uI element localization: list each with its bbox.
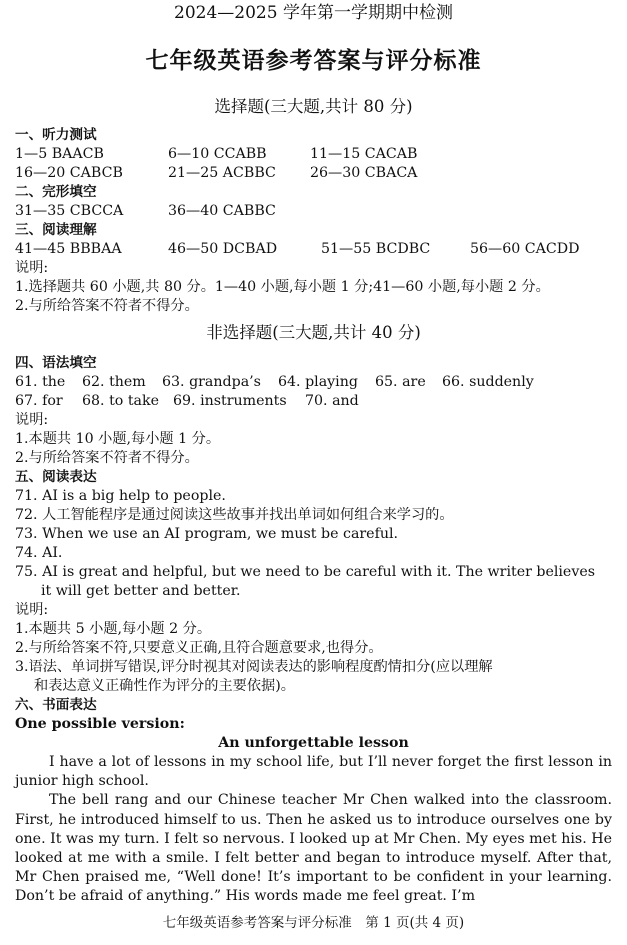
note-label: 说明: bbox=[15, 412, 49, 428]
answer-74: 74. AI. bbox=[15, 545, 63, 561]
essay-body bbox=[15, 753, 612, 907]
answer-21-25: 21—25 ACBBC bbox=[168, 165, 276, 181]
answer-70: 70. and bbox=[305, 393, 359, 409]
section-grammar-title: 四、语法填空 bbox=[15, 355, 97, 371]
section-cloze-title: 二、完形填空 bbox=[15, 184, 97, 200]
answer-71: 71. AI is a big help to people. bbox=[15, 488, 226, 504]
note-item: 3.语法、单词拼写错误,评分时视其对阅读表达的影响程度酌情扣分(应以理解 bbox=[15, 659, 493, 675]
answer-26-30: 26—30 CBACA bbox=[310, 165, 418, 181]
note-item: 1.本题共 10 小题,每小题 1 分。 bbox=[15, 431, 221, 447]
answer-6-10: 6—10 CCABB bbox=[168, 146, 267, 162]
answer-75-line2: it will get better and better. bbox=[41, 583, 241, 599]
note-item: 1.选择题共 60 小题,共 80 分。1—40 小题,每小题 1 分;41—60 小题,每小题 2 分。 bbox=[15, 279, 550, 295]
answer-64: 64. playing bbox=[278, 374, 358, 390]
answer-1-5: 1—5 BAACB bbox=[15, 146, 104, 162]
answer-36-40: 36—40 CABBC bbox=[168, 203, 276, 219]
version-label: One possible version: bbox=[15, 716, 185, 732]
essay-paragraph: The bell rang and our Chinese teacher Mr Chen walked into the classroom. First, he introduced himself to us. Then he asked us to introduce ourselves one by one. It was my turn. I felt so nervous. I looked up at Mr Chen. My eyes met his. He looked at me with a smile. I felt better and began to introduce myself. After that, Mr Chen praised me, “Well done! It’s important to be confident in your learning. Don’t be afraid of anything.” His words made me feel great. I’m bbox=[15, 792, 612, 905]
part1-title: 选择题(三大题,共计 80 分) bbox=[214, 97, 413, 116]
section-reading-expression-title: 五、阅读表达 bbox=[15, 469, 97, 485]
note-label: 说明: bbox=[15, 602, 49, 618]
answer-61: 61. the bbox=[15, 374, 66, 390]
essay-paragraph: I have a lot of lessons in my school life, but I’ll never forget the first lesson in junior high school. bbox=[15, 754, 612, 790]
note-label: 说明: bbox=[15, 260, 49, 276]
answer-56-60: 56—60 CACDD bbox=[470, 241, 580, 257]
section-writing-title: 六、书面表达 bbox=[15, 697, 97, 713]
note-item-continued: 和表达意义正确性作为评分的主要依据)。 bbox=[34, 678, 295, 694]
answer-73: 73. When we use an AI program, we must be careful. bbox=[15, 526, 399, 542]
answer-16-20: 16—20 CABCB bbox=[15, 165, 123, 181]
answer-46-50: 46—50 DCBAD bbox=[168, 241, 278, 257]
section-listening-title: 一、听力测试 bbox=[15, 127, 97, 143]
answer-68: 68. to take bbox=[82, 393, 159, 409]
answer-72: 72. 人工智能程序是通过阅读这些故事并找出单词如何组合来学习的。 bbox=[15, 507, 454, 523]
answer-66: 66. suddenly bbox=[442, 374, 534, 390]
part2-title: 非选择题(三大题,共计 40 分) bbox=[206, 323, 421, 342]
answer-67: 67. for bbox=[15, 393, 63, 409]
page-footer: 七年级英语参考答案与评分标准 第 1 页(共 4 页) bbox=[162, 915, 465, 931]
page-title: 七年级英语参考答案与评分标准 bbox=[145, 48, 482, 74]
answer-75-line1: 75. AI is great and helpful, but we need to be careful with it. The writer believes bbox=[15, 564, 596, 580]
note-item: 2.与所给答案不符者不得分。 bbox=[15, 298, 199, 314]
essay-title: An unforgettable lesson bbox=[218, 735, 409, 751]
answer-11-15: 11—15 CACAB bbox=[310, 146, 418, 162]
answer-41-45: 41—45 BBBAA bbox=[15, 241, 122, 257]
note-item: 2.与所给答案不符者不得分。 bbox=[15, 450, 199, 466]
answer-65: 65. are bbox=[375, 374, 426, 390]
answer-62: 62. them bbox=[82, 374, 146, 390]
section-reading-title: 三、阅读理解 bbox=[15, 222, 97, 238]
exam-term-title: 2024—2025 学年第一学期期中检测 bbox=[174, 3, 453, 23]
note-item: 1.本题共 5 小题,每小题 2 分。 bbox=[15, 621, 212, 637]
answer-31-35: 31—35 CBCCA bbox=[15, 203, 124, 219]
answer-69: 69. instruments bbox=[173, 393, 287, 409]
note-item: 2.与所给答案不符,只要意义正确,且符合题意要求,也得分。 bbox=[15, 640, 383, 656]
answer-51-55: 51—55 BCDBC bbox=[321, 241, 431, 257]
answer-63: 63. grandpa’s bbox=[162, 374, 261, 390]
